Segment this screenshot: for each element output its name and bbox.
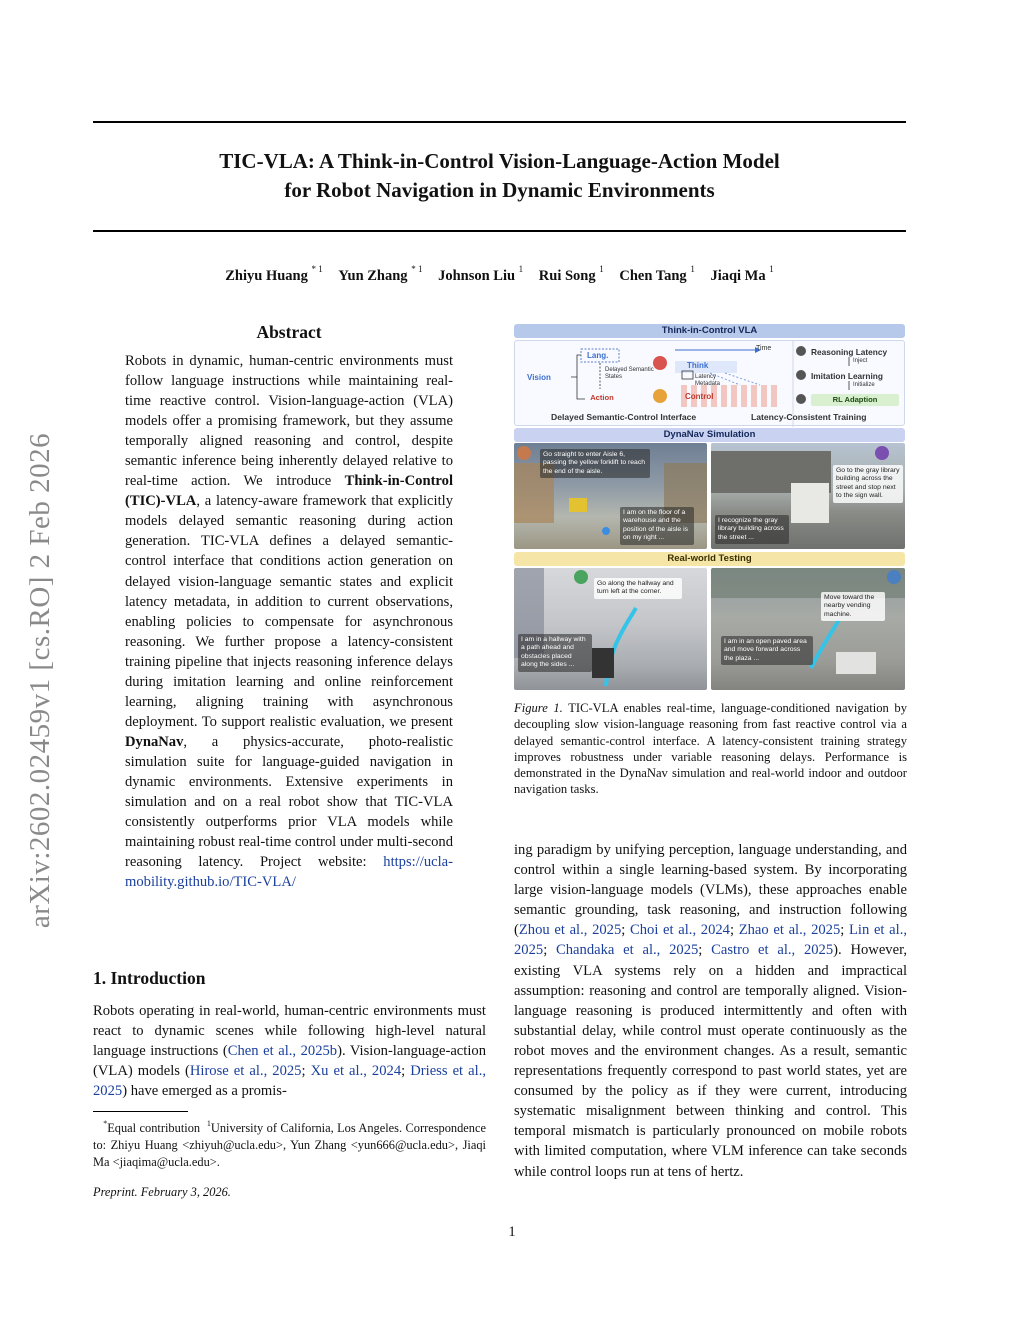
sim1-state: I am on the floor of a warehouse and the position of the aisle is on my right ... — [620, 507, 694, 545]
citation-link[interactable]: Driess et al., 2025 — [93, 1063, 486, 1100]
citation-link[interactable]: Castro et al., 2025 — [711, 942, 834, 959]
author: Jiaqi Ma $^1$ — [710, 264, 774, 284]
robot-body — [791, 483, 829, 523]
real1-instruction: Go along the hallway and turn left at the corner. — [594, 578, 682, 599]
reasoning-latency-label: Reasoning Latency — [811, 347, 888, 357]
imitation-learning-label: Imitation Learning — [811, 371, 883, 381]
section-heading-introduction: 1. Introduction — [93, 968, 206, 988]
author: Johnson Liu $^1$ — [438, 264, 524, 284]
rl-adaption-label: RL Adaption — [811, 394, 899, 406]
user-avatar — [517, 446, 531, 460]
inject-label: Inject — [853, 358, 868, 364]
figure-1-caption: Figure 1. TIC-VLA enables real-time, language-conditioned navigation by decoupling slow vision-language reasoning from fast reactive control via a delayed semantic-control interface. A latency-consistent training strategy improves robustness under variable reasoning delays. Performance is demonstrated in the DynaNav simulation and real-world indoor and outdoor navigation tasks. — [514, 701, 907, 797]
real-plaza-image — [711, 568, 905, 690]
delayed-states-label: Delayed Semantic States — [605, 367, 654, 380]
abstract-heading: Abstract — [256, 322, 322, 342]
interface-caption: Delayed Semantic-Control Interface — [551, 412, 697, 422]
latency-metadata-label: Latency Metadata — [695, 374, 721, 387]
user-avatar — [574, 570, 588, 584]
project-website-link[interactable]: https://ucla-mobility.github.io/TIC-VLA/ — [125, 854, 453, 891]
citation-link[interactable]: Hirose et al., 2025 — [189, 1063, 302, 1080]
control-tick — [771, 385, 777, 407]
author: Chen Tang $^1$ — [619, 264, 695, 284]
footnote: *Equal contribution $^1$University of California, Los Angeles. Correspondence to: Zhiyu Huang <zhiyuh@ucla.edu>, Yun Zhang <yun666@ucla.edu>, Jiaqi Ma <jiaqima@ucla.edu>. — [93, 1119, 486, 1170]
banner-dynanav-simulation: DynaNav Simulation — [514, 428, 905, 442]
control-tick — [761, 385, 767, 407]
brain-icon — [653, 356, 667, 370]
user-avatar — [887, 570, 901, 584]
real1-state: I am in a hallway with a path ahead and obstacles placed along the sides ... — [518, 634, 592, 672]
author: Rui Song $^1$ — [538, 264, 604, 284]
abstract-body: Robots in dynamic, human-centric environments must follow language instructions while maintaining real-time reactive control. Vision-language-action (VLA) models offer a promising framework, but they assume temporally aligned reasoning and control, despite semantic inference being inherently delayed relative to real-time action. We introduce Think-in-Control (TIC)-VLA, a latency-aware framework that explicitly models delayed semantic reasoning during action generation. TIC-VLA defines a delayed semantic-control interface that conditions action generation on delayed vision-language semantic states and explicit latency metadata, in addition to current observations, enabling policies to compensate for asynchronous reasoning. We further propose a latency-consistent training pipeline that injects reasoning inference delays during imitation learning and online reinforcement learning, aligning training with asynchronous deployment. To support realistic evaluation, we present DynaNav, a physics-accurate, photo-realistic simulation suite for language-guided navigation in dynamic environments. Extensive experiments in simulation and on a real robot show that TIC-VLA consistently outperforms prior VLA models while maintaining robust real-time control under multi-second reasoning latency. Project website: https://ucla-mobility.github.io/TIC-VLA/ — [125, 353, 453, 891]
initialize-label: Initialize — [853, 382, 875, 388]
robot-marker — [602, 527, 610, 535]
robot-icon — [796, 394, 806, 404]
robot-dog — [592, 648, 614, 678]
arxiv-identifier: arXiv:2602.02459v1 [cs.RO] 2 Feb 2026 — [24, 432, 57, 928]
title-bottom-rule — [93, 230, 906, 232]
sim-warehouse-image — [514, 443, 707, 549]
sim2-state: I recognize the gray library building across the street ... — [715, 515, 789, 544]
time-label: Time — [756, 345, 772, 352]
path-overlay — [811, 620, 839, 668]
vision-to-action-arrow — [577, 377, 585, 399]
citation-link[interactable]: Chandaka et al., 2025 — [556, 942, 699, 959]
sim-street-image — [711, 443, 905, 549]
plaza-scene — [711, 568, 905, 690]
author-list — [93, 266, 906, 285]
intro-paragraph-right: ing paradigm by unifying perception, language understanding, and control within a single learning-based system. By incorporating large vision-language models (VLMs), these approaches enable semantic grounding, task reasoning, and instruction following (Zhou et al., 2025; Choi et al., 2024; Zhao et al., 2025; Lin et al., 2025; Chandaka et al., 2025; Castro et al., 2025). However, existing VLA systems rely on a hidden and impractical assumption: reasoning and control are temporally aligned. Vision-language reasoning is produced intermittently and often with substantial delay, while control must operate continuously as the robot moves and the environment changes. As a result, semantic representations frequently correspond to past world states, yet are consumed by the policy as if they were current, introducing systematic misalignment between thinking and control. This temporal mismatch is particularly pronounced on mobile robots with limited computation, where VLM inference can take seconds while control loops run at tens of hertz. — [514, 842, 907, 1180]
intro-paragraph-left: Robots operating in real-world, human-centric environments must react to dynamic scenes while following high-level natural language instructions (Chen et al., 2025b). Vision-language-action (VLA) models (Hirose et al., 2025; Xu et al., 2024; Driess et al., 2025) have emerged as a promis- — [93, 1003, 486, 1100]
control-tick — [741, 385, 747, 407]
forklift — [569, 498, 587, 512]
control-tick — [751, 385, 757, 407]
action-label: Action — [590, 393, 614, 402]
real2-state: I am in an open paved area and move forward across the plaza ... — [721, 636, 813, 665]
control-label: Control — [685, 392, 714, 401]
lang-label: Lang. — [587, 351, 609, 360]
banner-think-in-control: Think-in-Control VLA — [514, 324, 905, 338]
page-number: 1 — [508, 1224, 516, 1240]
real2-instruction: Move toward the nearby vending machine. — [821, 592, 885, 621]
citation-link[interactable]: Chen et al., 2025b — [227, 1043, 338, 1060]
citation-link[interactable]: Lin et al., 2025 — [514, 922, 907, 959]
sim1-instruction: Go straight to enter Aisle 6, passing the yellow forklift to reach the end of the aisle. — [540, 449, 650, 478]
title-top-rule — [93, 121, 906, 123]
title-line-1: TIC-VLA: A Think-in-Control Vision-Language-Action Model — [219, 149, 780, 173]
gear-icon — [653, 389, 667, 403]
tic-schematic — [514, 340, 905, 426]
footnote-rule — [93, 1111, 188, 1112]
vision-to-lang-arrow — [571, 355, 581, 377]
robot-icon — [796, 346, 806, 356]
author: Yun Zhang $^{* 1}$ — [338, 264, 423, 284]
real-hallway-image — [514, 568, 707, 690]
control-tick — [731, 385, 737, 407]
arxiv-stamp — [14, 380, 68, 980]
figure-1 — [514, 322, 905, 692]
preprint-notice: Preprint. February 3, 2026. — [93, 1185, 231, 1199]
title-line-2: for Robot Navigation in Dynamic Environments — [284, 178, 715, 202]
robot-dog — [836, 652, 876, 674]
citation-link[interactable]: Zhou et al., 2025 — [518, 922, 622, 939]
citation-link[interactable]: Xu et al., 2024 — [310, 1063, 402, 1080]
control-tick — [721, 385, 727, 407]
training-caption: Latency-Consistent Training — [751, 412, 867, 422]
paper-title — [93, 147, 906, 205]
robot-icon — [796, 370, 806, 380]
author: Zhiyu Huang $^{* 1}$ — [225, 264, 323, 284]
citation-link[interactable]: Zhao et al., 2025 — [738, 922, 841, 939]
user-avatar — [875, 446, 889, 460]
think-label: Think — [687, 361, 709, 370]
banner-real-world-testing: Real-world Testing — [514, 552, 905, 566]
citation-link[interactable]: Choi et al., 2024 — [630, 922, 730, 939]
vision-label: Vision — [527, 373, 551, 382]
sim2-instruction: Go to the gray library building across the street and stop next to the sign wall. — [833, 465, 903, 503]
